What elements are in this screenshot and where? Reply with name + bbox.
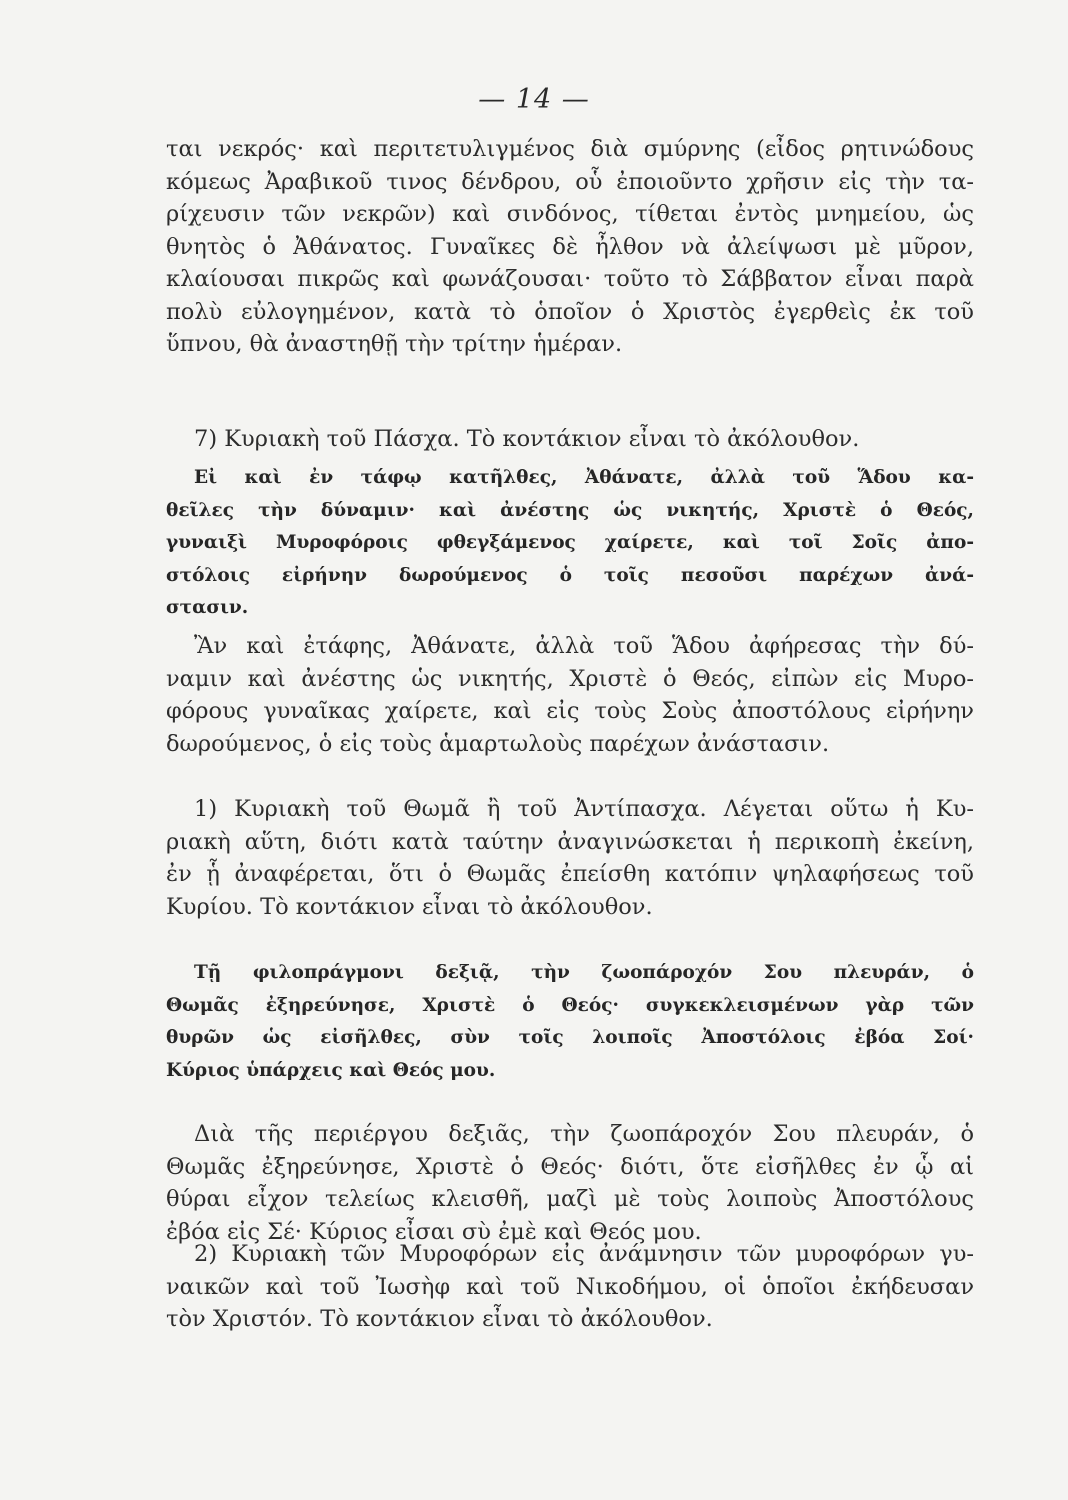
text-line: ριακὴ αὕτη, διότι κατὰ ταύτην ἀναγινώσκεται ἡ περικοπὴ ἐκείνη, (166, 828, 974, 855)
text-line: γυναιξὶ Μυροφόροις φθεγξάμενος χαίρετε, καὶ τοῖ Σοῖς ἀπο- (166, 532, 974, 553)
text-line: πολὺ εὐλογημένον, κατὰ τὸ ὁποῖον ὁ Χριστὸς ἐγερθεὶς ἐκ τοῦ (166, 298, 974, 325)
text-line: Τῇ φιλοπράγμονι δεξιᾷ, τὴν ζωοπάροχόν Σου πλευράν, ὁ (194, 962, 974, 983)
kontakion-paragraph (166, 462, 974, 625)
kontakion-paragraph (166, 957, 974, 1087)
body-paragraph (166, 133, 974, 361)
text-line: θυρῶν ὡς εἰσῆλθες, σὺν τοῖς λοιποῖς Ἀποστόλοις ἐβόα Σοί· (166, 1027, 974, 1048)
body-paragraph (166, 423, 974, 456)
text-line: Εἰ καὶ ἐν τάφῳ κατῆλθες, Ἀθάνατε, ἀλλὰ τοῦ Ἅδου κα- (194, 467, 974, 488)
text-line: ἐν ᾗ ἀναφέρεται, ὅτι ὁ Θωμᾶς ἐπείσθη κατόπιν ψηλαφήσεως τοῦ (166, 861, 974, 887)
text-line: ται νεκρός· καὶ περιτετυλιγμένος διὰ σμύρνης (εἶδος ρητινώδους (166, 136, 974, 162)
text-line: στόλοις εἰρήνην δωρούμενος ὁ τοῖς πεσοῦσι παρέχων ἀνά- (166, 564, 974, 586)
text-line: Διὰ τῆς περιέργου δεξιᾶς, τὴν ζωοπάροχόν Σου πλευράν, ὁ (194, 1121, 974, 1147)
body-paragraph (166, 630, 974, 760)
text-line: 2) Κυριακὴ τῶν Μυροφόρων εἰς ἀνάμνησιν τῶν μυροφόρων γυ- (194, 1241, 974, 1267)
text-line: 1) Κυριακὴ τοῦ Θωμᾶ ἢ τοῦ Ἀντίπασχα. Λέγεται οὕτω ἡ Κυ- (194, 796, 974, 822)
text-line: 7) Κυριακὴ τοῦ Πάσχα. Τὸ κοντάκιον εἶναι τὸ ἀκόλουθον. (194, 426, 860, 452)
text-line: δωρούμενος, ὁ εἰς τοὺς ἁμαρτωλοὺς παρέχων ἀνάστασιν. (166, 730, 830, 757)
body-paragraph (166, 793, 974, 923)
text-line: Ἂν καὶ ἐτάφης, Ἀθάνατε, ἀλλὰ τοῦ Ἅδου ἀφήρεσας τὴν δύ- (194, 633, 974, 659)
body-paragraph (166, 1118, 974, 1248)
page-number: — 14 — (478, 84, 590, 115)
text-line: φόρους γυναῖκας χαίρετε, καὶ εἰς τοὺς Σοὺς ἀποστόλους εἰρήνην (166, 698, 974, 724)
text-line: ναικῶν καὶ τοῦ Ἰωσὴφ καὶ τοῦ Νικοδήμου, οἱ ὁποῖοι ἐκήδευσαν (166, 1273, 974, 1300)
body-paragraph (166, 1238, 974, 1336)
text-line: Θωμᾶς ἐξηρεύνησε, Χριστὲ ὁ Θεός· διότι, ὅτε εἰσῆλθες ἐν ᾧ αἱ (166, 1153, 974, 1180)
text-line: τὸν Χριστόν. Τὸ κοντάκιον εἶναι τὸ ἀκόλουθον. (166, 1306, 713, 1332)
text-line: ναμιν καὶ ἀνέστης ὡς νικητής, Χριστὲ ὁ Θεός, εἰπὼν εἰς Μυρο- (166, 665, 974, 692)
text-line: κλαίουσαι πικρῶς καὶ φωνάζουσαι· τοῦτο τὸ Σάββατον εἶναι παρὰ (166, 266, 974, 292)
text-line: Κυρίου. Τὸ κοντάκιον εἶναι τὸ ἀκόλουθον. (166, 893, 653, 920)
text-line: Θωμᾶς ἐξηρεύνησε, Χριστὲ ὁ Θεός· συγκεκλεισμένων γὰρ τῶν (166, 994, 974, 1016)
text-line: στασιν. (166, 597, 249, 618)
text-line: θύραι εἶχον τελείως κλεισθῆ, μαζὶ μὲ τοὺς λοιποὺς Ἀποστόλους (166, 1186, 974, 1212)
text-line: Κύριος ὑπάρχεις καὶ Θεός μου. (166, 1059, 496, 1081)
text-line: κόμεως Ἀραβικοῦ τινος δένδρου, οὗ ἐποιοῦντο χρῆσιν εἰς τὴν τα- (166, 168, 974, 195)
text-line: θεῖλες τὴν δύναμιν· καὶ ἀνέστης ὡς νικητής, Χριστὲ ὁ Θεός, (166, 499, 974, 521)
text-line: ἐβόα εἰς Σέ· Κύριος εἶσαι σὺ ἐμὲ καὶ Θεός μου. (166, 1218, 702, 1245)
text-line: ὕπνου, θὰ ἀναστηθῇ τὴν τρίτην ἡμέραν. (166, 331, 623, 357)
text-line: θνητὸς ὁ Ἀθάνατος. Γυναῖκες δὲ ἦλθον νὰ ἀλείψωσι μὲ μῦρον, (166, 233, 974, 260)
text-line: ρίχευσιν τῶν νεκρῶν) καὶ σινδόνος, τίθεται ἐντὸς μνημείου, ὡς (166, 201, 974, 227)
